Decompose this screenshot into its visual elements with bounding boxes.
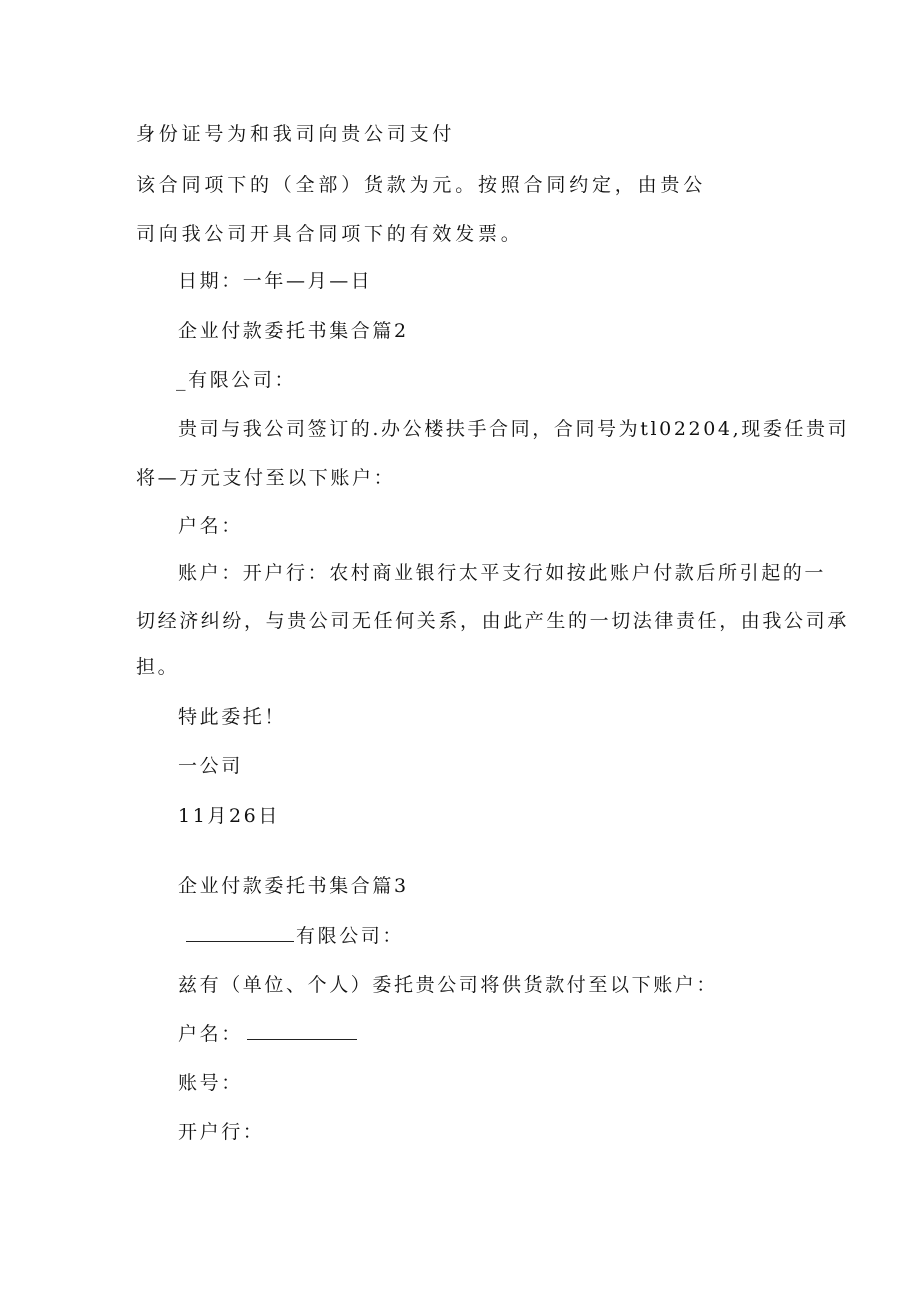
text-line-transfer: 将—万元支付至以下账户： (136, 467, 396, 489)
section-heading-2: 企业付款委托书集合篇2 (178, 320, 409, 342)
blank-underline-short (247, 1023, 357, 1040)
blank-underline (186, 925, 294, 942)
text-line-supply: 兹有（单位、个人）委托贵公司将供货款付至以下账户： (178, 974, 719, 996)
addressee-text: 有限公司： (296, 925, 405, 947)
account-name-label: 户名： (178, 515, 243, 537)
addressee-line-blank (186, 924, 404, 948)
text-line-3: 司向我公司开具合同项下的有效发票。 (136, 223, 524, 245)
text-line-bank: 账户：开户行：农村商业银行太平支行如按此账户付款后所引起的一 (178, 562, 827, 584)
date-value-line: 11月26日 (178, 805, 280, 827)
text-line-1: 身份证号为和我司向贵公司支付 (136, 123, 456, 145)
date-line: 日期：一年—月—日 (178, 270, 373, 292)
account-name-blank-line (178, 1022, 359, 1046)
opening-bank-label: 开户行： (178, 1121, 265, 1143)
text-line-contract: 贵司与我公司签订的.办公楼扶手合同，合同号为tl02204,现委任贵司 (178, 418, 850, 440)
text-line-liability: 切经济纠纷，与贵公司无任何关系，由此产生的一切法律责任，由我公司承 (136, 610, 849, 632)
text-line-bear: 担。 (136, 656, 180, 678)
account-name-label-3: 户名： (178, 1023, 243, 1045)
text-line-2: 该合同项下的（全部）货款为元。按照合同约定，由贵公 (136, 174, 707, 196)
section-heading-3: 企业付款委托书集合篇3 (178, 875, 409, 897)
account-number-label: 账号： (178, 1072, 243, 1094)
addressee-line: _有限公司： (176, 369, 297, 391)
company-signature-line: 一公司 (178, 755, 243, 777)
special-entrust-line: 特此委托！ (178, 706, 287, 728)
